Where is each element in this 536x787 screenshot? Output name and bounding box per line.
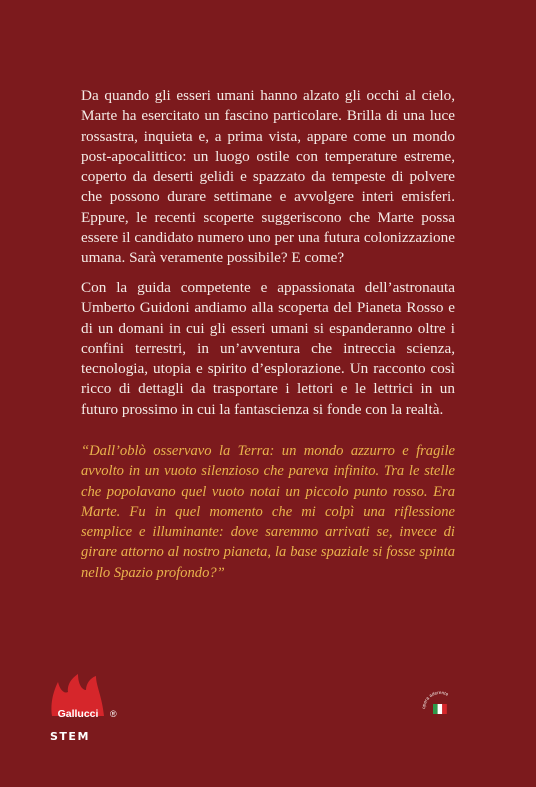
- opera-aderente-emblem-icon: [418, 687, 462, 731]
- opera-aderente-logo: [418, 687, 462, 731]
- logo-ring-text: opera aderente: [420, 689, 450, 710]
- registered-mark: ®: [110, 709, 117, 719]
- description-paragraph-2: Con la guida competente e appassionata dell’astronauta Umberto Guidoni andiamo alla scoperta del Pianeta Rosso e di un domani in cui gli esseri umani si espanderanno oltre i confini terrestri, in un’avventura che intreccia scienza, tecnologia, utopia e spirito d’esplorazione. Un racconto così ricco di dettagli da trasportare i lettori e le lettrici in un futuro prossimo in cui la fantascienza si fonde con la realtà.: [81, 279, 455, 418]
- description-paragraph-1: Da quando gli esseri umani hanno alzato gli occhi al cielo, Marte ha esercitato un fascino particolare. Brilla di una luce rossastra, inquieta e, a prima vista, appare come un mondo post-apocalittico: un luogo ostile con temperature estreme, coperto da deserti gelidi e spazzato da tempeste di polvere che possono durare settimane e avvolgere interi emisferi. Eppure, le recenti scoperte suggeriscono che Marte possa essere il candidato numero uno per una futura colonizzazione umana. Sarà veramente possibile? E come?: [81, 87, 455, 267]
- publisher-logo: [48, 672, 128, 752]
- author-quote: “Dall’oblò osservavo la Terra: un mondo azzurro e fragile avvolto in un vuoto silenzioso che pareva infinito. Tra le stelle che popolavano quel vuoto notai un piccolo punto rosso. Era Marte. Fu in quel momento che mi colpì una riflessione semplice e illuminante: dove saremmo arrivati se, invece di girare attorno al nostro pianeta, la base spaziale si fosse spinta nello Spazio profondo?”: [81, 443, 455, 581]
- series-name: STEM: [50, 730, 90, 743]
- publisher-name: Gallucci: [57, 708, 99, 720]
